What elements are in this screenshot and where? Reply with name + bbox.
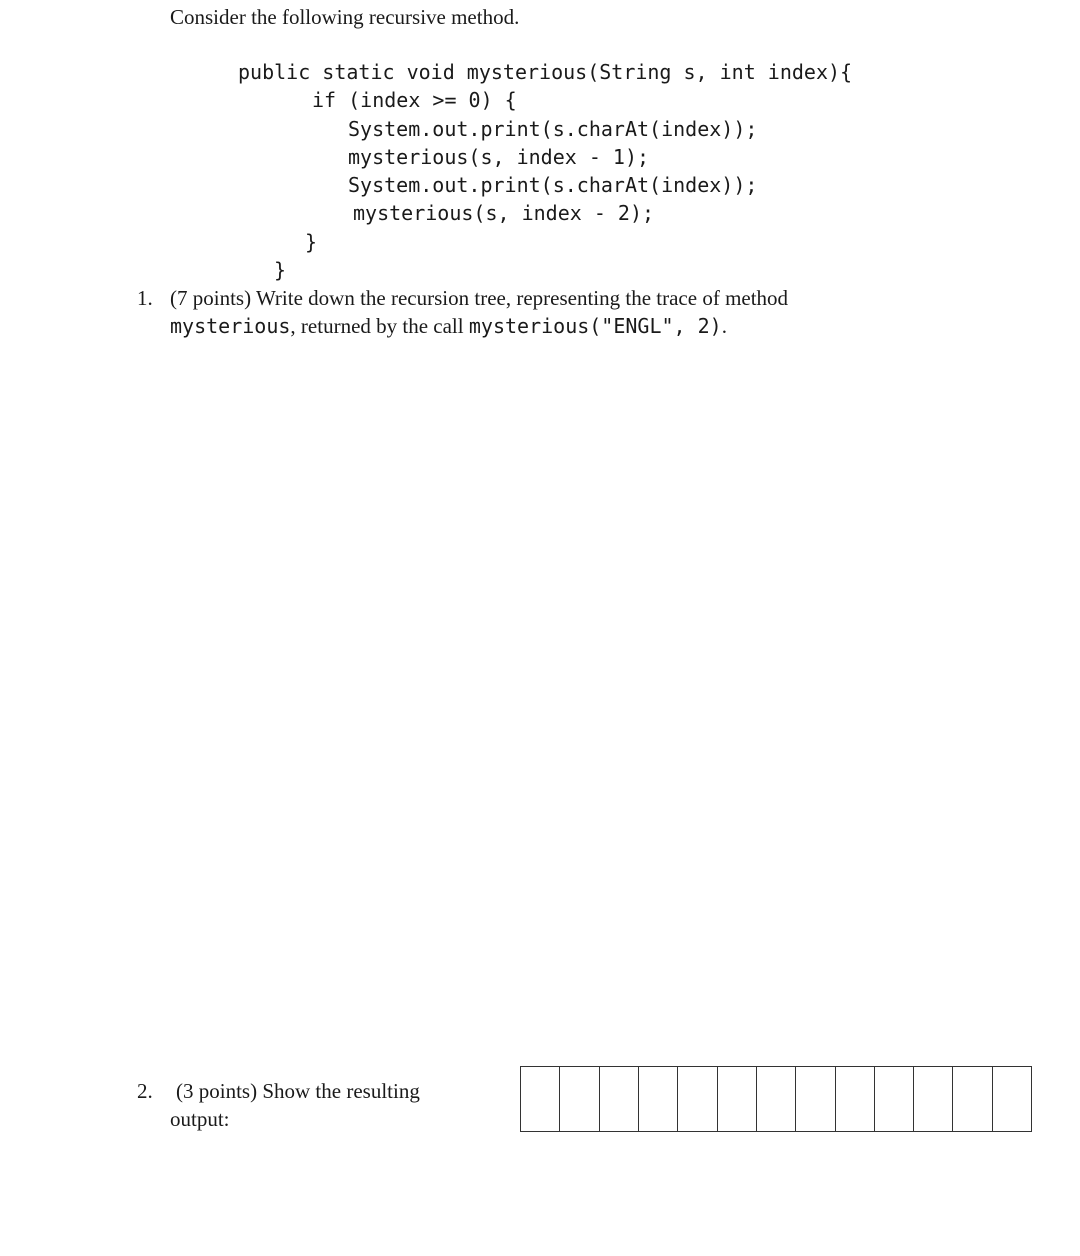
output-cell[interactable] (874, 1067, 913, 1131)
code-line: } (274, 258, 287, 282)
output-cell[interactable] (992, 1067, 1031, 1131)
output-cell[interactable] (835, 1067, 874, 1131)
code-line: System.out.print(s.charAt(index)); (348, 117, 758, 141)
code-line: if (index >= 0) { (312, 88, 517, 112)
output-cell[interactable] (599, 1067, 638, 1131)
output-cell[interactable] (795, 1067, 834, 1131)
question-text: (3 points) Show the resulting (176, 1079, 420, 1103)
code-line: System.out.print(s.charAt(index)); (348, 173, 758, 197)
code-line: public static void mysterious(String s, int index){ (238, 60, 853, 84)
output-cell[interactable] (952, 1067, 991, 1131)
intro-text: Consider the following recursive method. (170, 5, 520, 29)
question-text-middle: , returned by the call (290, 314, 469, 338)
question-text-continued (170, 312, 727, 340)
method-call: mysterious("ENGL", 2) (468, 314, 722, 338)
question-text-continued: output: (170, 1107, 230, 1131)
output-answer-boxes (520, 1066, 1032, 1132)
code-line: mysterious(s, index - 1); (348, 145, 650, 169)
output-cell[interactable] (913, 1067, 952, 1131)
code-line: } (305, 230, 318, 254)
output-cell[interactable] (521, 1067, 559, 1131)
method-name: mysterious (170, 314, 291, 338)
question-number: 2. (137, 1079, 153, 1103)
output-cell[interactable] (717, 1067, 756, 1131)
output-cell[interactable] (677, 1067, 716, 1131)
question-number: 1. (137, 286, 153, 310)
question-text: (7 points) Write down the recursion tree, representing the trace of method (170, 286, 789, 310)
output-cell[interactable] (756, 1067, 795, 1131)
question-text-end: . (721, 314, 727, 338)
output-cell[interactable] (638, 1067, 677, 1131)
code-line: mysterious(s, index - 2); (353, 201, 655, 225)
output-cell[interactable] (559, 1067, 598, 1131)
